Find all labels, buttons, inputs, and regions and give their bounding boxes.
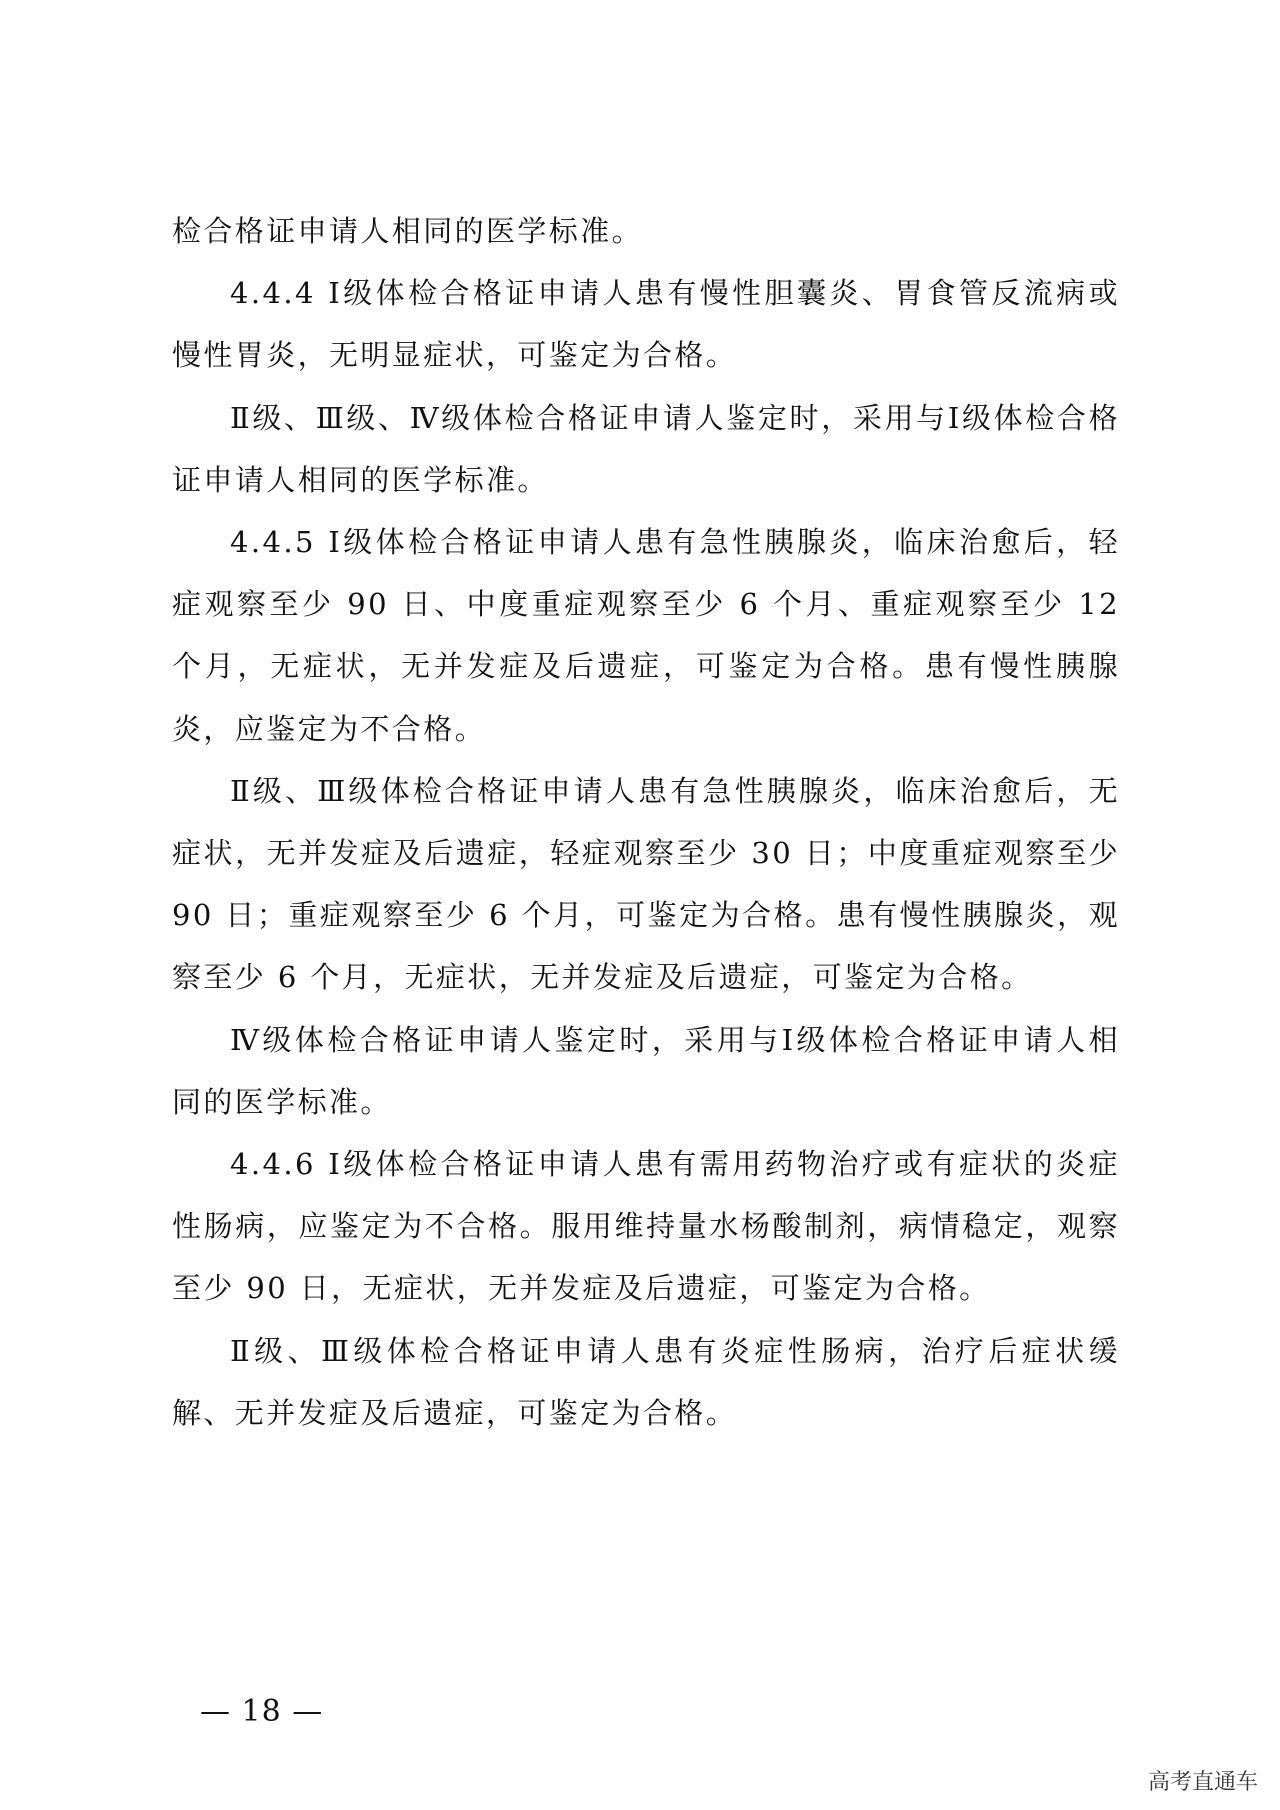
paragraph-4-4-5-class-2-3: Ⅱ级、Ⅲ级体检合格证申请人患有急性胰腺炎，临床治愈后，无症状，无并发症及后遗症，轻症观察至少 30 日；中度重症观察至少 90 日；重症观察至少 6 个月，可鉴定为合格。患有慢性胰腺炎，观察至少 6 个月，无症状，无并发症及后遗症，可鉴定为合格。 [172, 773, 1120, 995]
paragraph-4-4-6-class-2-3: Ⅱ级、Ⅲ级体检合格证申请人患有炎症性肠病，治疗后症状缓解、无并发症及后遗症，可鉴定为合格。 [172, 1333, 1120, 1430]
paragraph-4-4-5-class-4: Ⅳ级体检合格证申请人鉴定时，采用与Ⅰ级体检合格证申请人相同的医学标准。 [172, 1022, 1120, 1119]
paragraph-continuation: 检合格证申请人相同的医学标准。 [172, 214, 644, 248]
paragraph-4-4-4-other-classes: Ⅱ级、Ⅲ级、Ⅳ级体检合格证申请人鉴定时，采用与Ⅰ级体检合格证申请人相同的医学标准。 [172, 400, 1120, 497]
document-body [172, 200, 1120, 1444]
paragraph-4-4-5: 4.4.5 Ⅰ级体检合格证申请人患有急性胰腺炎，临床治愈后，轻症观察至少 90 日、中度重症观察至少 6 个月、重症观察至少 12 个月，无症状，无并发症及后遗症，可鉴定为合格。患有慢性胰腺炎，应鉴定为不合格。 [172, 525, 1120, 746]
paragraph-4-4-6: 4.4.6 Ⅰ级体检合格证申请人患有需用药物治疗或有症状的炎症性肠病，应鉴定为不合格。服用维持量水杨酸制剂，病情稳定，观察至少 90 日，无症状，无并发症及后遗症，可鉴定为合格。 [172, 1147, 1120, 1306]
page-number: — 18 — [200, 1694, 324, 1729]
paragraph-4-4-4: 4.4.4 Ⅰ级体检合格证申请人患有慢性胆囊炎、胃食管反流病或慢性胃炎，无明显症状，可鉴定为合格。 [172, 276, 1120, 373]
watermark: 高考直通车 [1147, 1770, 1258, 1795]
